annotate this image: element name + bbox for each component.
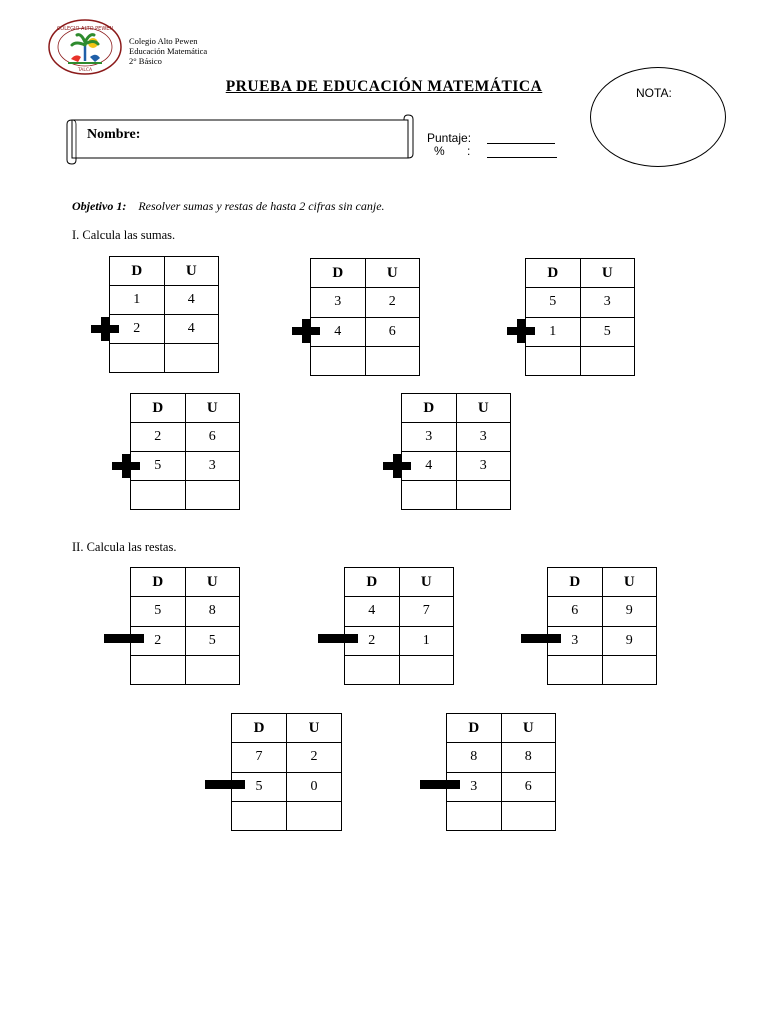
grid-row-result	[345, 655, 454, 684]
grid-row-header	[110, 257, 219, 286]
grid-row-result	[402, 481, 511, 510]
answer-cell-u[interactable]	[365, 346, 420, 375]
resta-table-4	[231, 713, 342, 831]
column-header-u: U	[164, 257, 219, 286]
answer-cell-u[interactable]	[287, 801, 342, 830]
bottom-digit-d: 5	[131, 452, 186, 481]
answer-cell-d[interactable]	[311, 346, 366, 375]
answer-cell-u[interactable]	[185, 655, 240, 684]
bottom-digit-d: 3	[548, 626, 603, 655]
grid-row-result	[110, 344, 219, 373]
answer-cell-u[interactable]	[399, 655, 454, 684]
grid-row-header	[345, 568, 454, 597]
sumas-heading: I. Calcula las sumas.	[72, 228, 176, 242]
column-header-d: D	[345, 568, 400, 597]
top-digit-d: 1	[110, 286, 165, 315]
grid-row-result	[447, 801, 556, 830]
answer-cell-u[interactable]	[580, 346, 635, 375]
bottom-digit-d: 3	[447, 772, 502, 801]
answer-cell-u[interactable]	[185, 481, 240, 510]
score-blank[interactable]	[487, 143, 555, 144]
answer-cell-u[interactable]	[501, 801, 556, 830]
grid-row-header	[526, 259, 635, 288]
logo-top-text: COLEGIO ALTO PEWEN	[56, 26, 114, 32]
answer-cell-u[interactable]	[456, 481, 511, 510]
plus-icon	[383, 454, 411, 478]
column-header-u: U	[185, 568, 240, 597]
top-digit-d: 6	[548, 597, 603, 626]
answer-cell-d[interactable]	[131, 481, 186, 510]
bottom-digit-d: 4	[311, 317, 366, 346]
bottom-digit-u: 5	[185, 626, 240, 655]
top-digit-u: 3	[456, 423, 511, 452]
grid-row-bottom	[110, 315, 219, 344]
objective-text: Resolver sumas y restas de hasta 2 cifras sin canje.	[138, 199, 385, 213]
bottom-digit-u: 6	[501, 772, 556, 801]
resta-table-5	[446, 713, 556, 831]
grid-row-header	[131, 568, 240, 597]
column-header-d: D	[311, 259, 366, 288]
answer-cell-u[interactable]	[164, 344, 219, 373]
resta-table-2	[344, 567, 454, 685]
grade-line: 2° Básico	[129, 56, 162, 66]
minus-icon	[104, 634, 144, 643]
grid-row-bottom	[311, 317, 420, 346]
plus-icon	[91, 317, 119, 341]
bottom-digit-d: 2	[110, 315, 165, 344]
grid-row-result	[232, 801, 342, 830]
answer-cell-d[interactable]	[131, 655, 186, 684]
grid-row-top	[311, 288, 420, 317]
bottom-digit-d: 1	[526, 317, 581, 346]
grid-row-header	[447, 714, 556, 743]
column-header-d: D	[131, 394, 186, 423]
grid-row-top	[131, 423, 240, 452]
grid-row-bottom	[131, 452, 240, 481]
percent-colon: :	[467, 144, 471, 158]
plus-icon	[507, 319, 535, 343]
column-header-u: U	[185, 394, 240, 423]
nota-label: NOTA:	[636, 86, 672, 100]
resta-table-3	[547, 567, 657, 685]
bottom-digit-u: 0	[287, 772, 342, 801]
grid-row-bottom	[232, 772, 342, 801]
grid-row-result	[131, 655, 240, 684]
grid-row-bottom	[402, 452, 511, 481]
column-header-d: D	[110, 257, 165, 286]
suma-table-2	[310, 258, 420, 376]
grid-row-result	[526, 346, 635, 375]
restas-heading: II. Calcula las restas.	[72, 540, 177, 554]
grid-row-result	[311, 346, 420, 375]
bottom-digit-d: 4	[402, 452, 457, 481]
grid-row-top	[131, 597, 240, 626]
grid-row-top	[447, 743, 556, 772]
top-digit-u: 9	[602, 597, 657, 626]
answer-cell-u[interactable]	[602, 655, 657, 684]
column-header-u: U	[399, 568, 454, 597]
grid-row-header	[311, 259, 420, 288]
grid-row-top	[232, 743, 342, 772]
answer-cell-d[interactable]	[232, 801, 287, 830]
bottom-digit-u: 3	[456, 452, 511, 481]
top-digit-u: 4	[164, 286, 219, 315]
bottom-digit-u: 1	[399, 626, 454, 655]
answer-cell-d[interactable]	[345, 655, 400, 684]
answer-cell-d[interactable]	[548, 655, 603, 684]
school-logo	[48, 19, 122, 75]
top-digit-d: 5	[526, 288, 581, 317]
top-digit-d: 3	[402, 423, 457, 452]
bottom-digit-d: 5	[232, 772, 287, 801]
percent-label: %	[434, 144, 445, 158]
suma-table-4	[130, 393, 240, 510]
top-digit-d: 7	[232, 743, 287, 772]
top-digit-d: 5	[131, 597, 186, 626]
bottom-digit-d: 2	[131, 626, 186, 655]
column-header-u: U	[501, 714, 556, 743]
bottom-digit-u: 4	[164, 315, 219, 344]
answer-cell-d[interactable]	[526, 346, 581, 375]
bottom-digit-u: 5	[580, 317, 635, 346]
column-header-d: D	[131, 568, 186, 597]
grid-row-bottom	[131, 626, 240, 655]
minus-icon	[318, 634, 358, 643]
answer-cell-d[interactable]	[447, 801, 502, 830]
plus-icon	[112, 454, 140, 478]
top-digit-u: 3	[580, 288, 635, 317]
top-digit-u: 2	[287, 743, 342, 772]
column-header-d: D	[526, 259, 581, 288]
column-header-u: U	[456, 394, 511, 423]
grid-row-top	[110, 286, 219, 315]
column-header-d: D	[402, 394, 457, 423]
bottom-digit-d: 2	[345, 626, 400, 655]
subject-line: Educación Matemática	[129, 46, 208, 56]
minus-icon	[205, 780, 245, 789]
suma-table-5	[401, 393, 511, 510]
top-digit-u: 2	[365, 288, 420, 317]
nota-oval	[590, 67, 726, 167]
percent-blank[interactable]	[487, 157, 557, 158]
top-digit-u: 8	[501, 743, 556, 772]
suma-table-1	[109, 256, 219, 373]
grid-row-header	[232, 714, 342, 743]
column-header-d: D	[447, 714, 502, 743]
column-header-u: U	[580, 259, 635, 288]
grid-row-bottom	[548, 626, 657, 655]
column-header-d: D	[232, 714, 287, 743]
plus-icon	[292, 319, 320, 343]
page-title: PRUEBA DE EDUCACIÓN MATEMÁTICA	[225, 78, 543, 95]
top-digit-u: 7	[399, 597, 454, 626]
grid-row-result	[131, 481, 240, 510]
grid-row-bottom	[345, 626, 454, 655]
name-field-label: Nombre:	[87, 127, 141, 142]
answer-cell-d[interactable]	[402, 481, 457, 510]
top-digit-u: 6	[185, 423, 240, 452]
resta-table-1	[130, 567, 240, 685]
bottom-digit-u: 9	[602, 626, 657, 655]
grid-row-top	[548, 597, 657, 626]
bottom-digit-u: 6	[365, 317, 420, 346]
top-digit-u: 8	[185, 597, 240, 626]
grid-row-top	[402, 423, 511, 452]
grid-row-top	[526, 288, 635, 317]
grid-row-result	[548, 655, 657, 684]
column-header-d: D	[548, 568, 603, 597]
grid-row-top	[345, 597, 454, 626]
top-digit-d: 2	[131, 423, 186, 452]
suma-table-3	[525, 258, 635, 376]
objective	[72, 199, 385, 214]
bottom-digit-u: 3	[185, 452, 240, 481]
school-name: Colegio Alto Pewen	[129, 36, 198, 46]
column-header-u: U	[602, 568, 657, 597]
objective-label: Objetivo 1:	[72, 199, 127, 213]
grid-row-header	[131, 394, 240, 423]
grid-row-header	[548, 568, 657, 597]
top-digit-d: 3	[311, 288, 366, 317]
column-header-u: U	[287, 714, 342, 743]
grid-row-bottom	[526, 317, 635, 346]
logo-bottom-text: TALCA	[77, 68, 93, 73]
column-header-u: U	[365, 259, 420, 288]
top-digit-d: 4	[345, 597, 400, 626]
top-digit-d: 8	[447, 743, 502, 772]
score-label: Puntaje:	[427, 131, 472, 145]
minus-icon	[420, 780, 460, 789]
grid-row-bottom	[447, 772, 556, 801]
minus-icon	[521, 634, 561, 643]
grid-row-header	[402, 394, 511, 423]
answer-cell-d[interactable]	[110, 344, 165, 373]
